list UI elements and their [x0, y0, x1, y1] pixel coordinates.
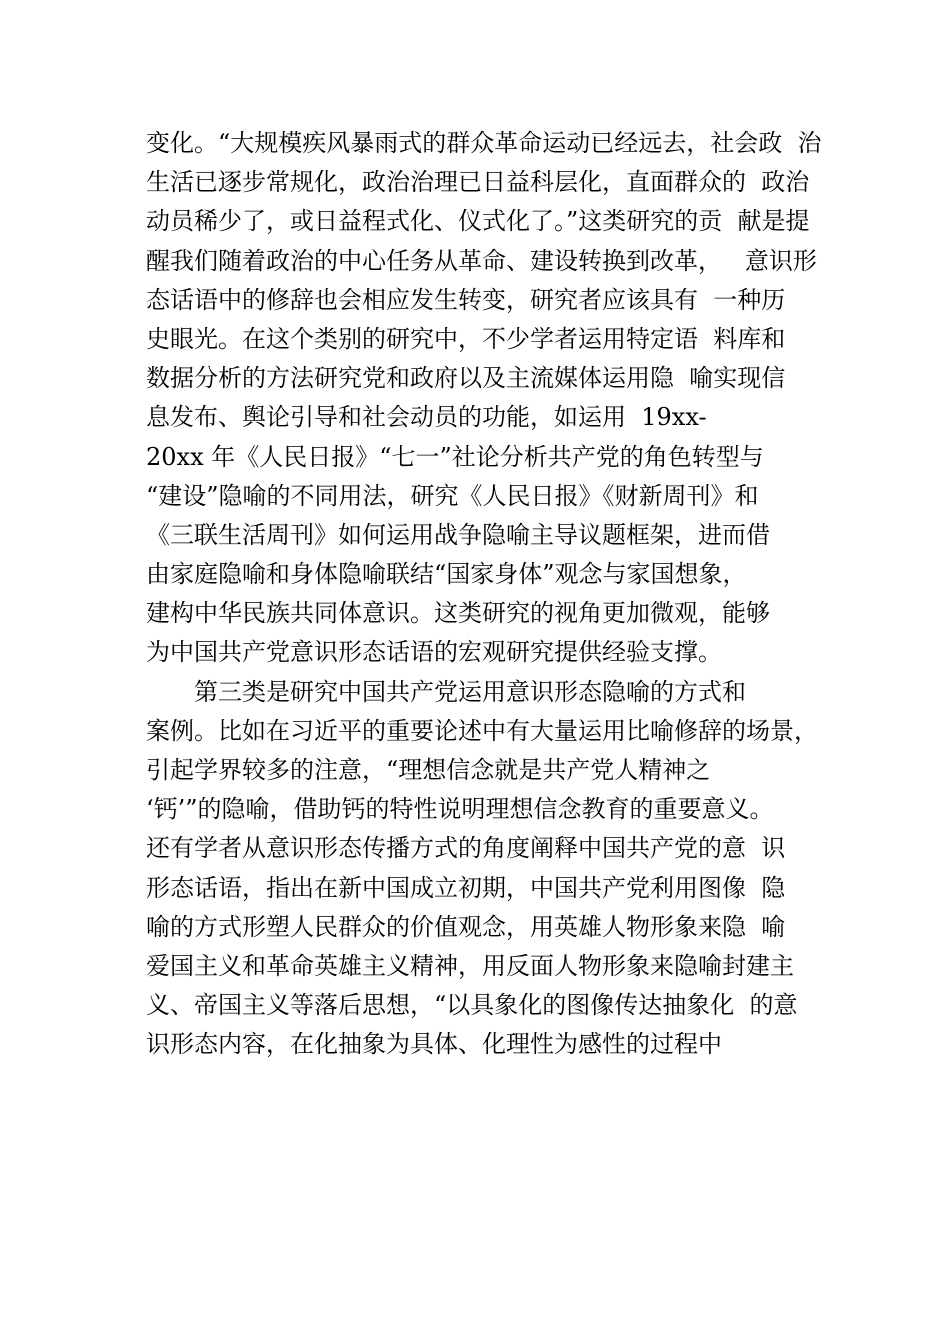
text-line: 引起学界较多的注意，“理想信念就是共产党人精神之 — [146, 756, 711, 784]
text-line: 数据分析的方法研究党和政府以及主流媒体运用隐 喻实现信 — [146, 364, 786, 393]
text-line: 息发布、舆论引导和社会动员的功能，如运用 19xx- — [146, 403, 707, 432]
text-line: 喻的方式形塑人民群众的价值观念，用英雄人物形象来隐 喻 — [146, 912, 786, 941]
text-line: “建设”隐喻的不同用法，研究《人民日报》《财新周刊》和 — [146, 481, 759, 510]
text-line: 建构中华民族共同体意识。这类研究的视角更加微观，能够 — [146, 599, 770, 628]
text-line: 识形态内容，在化抽象为具体、化理性为感性的过程中 — [146, 1030, 722, 1059]
text-line: 态话语中的修辞也会相应发生转变，研究者应该具有 一种历 — [146, 285, 786, 314]
text-line: 形态话语，指出在新中国成立初期，中国共产党利用图像 隐 — [146, 873, 786, 902]
text-line: 醒我们随着政治的中心任务从革命、建设转换到改革， 意识形 — [146, 246, 817, 275]
text-line: 史眼光。在这个类别的研究中，不少学者运用特定语 料库和 — [146, 324, 786, 353]
paragraph-start-line: 第三类是研究中国共产党运用意识形态隐喻的方式和 — [194, 677, 746, 706]
text-line: 由家庭隐喻和身体隐喻联结“国家身体”观念与家国想象， — [146, 560, 747, 589]
text-line: 为中国共产党意识形态话语的宏观研究提供经验支撑。 — [146, 638, 722, 667]
text-line: 动员稀少了，或日益程式化、仪式化了。”这类研究的贡 献是提 — [146, 207, 810, 236]
body-text — [146, 124, 846, 1065]
text-line: 义、帝国主义等落后思想，“以具象化的图像传达抽象化 的意 — [146, 991, 798, 1020]
text-line: 案例。比如在习近平的重要论述中有大量运用比喻修辞的场景， — [146, 716, 818, 745]
text-line: 《三联生活周刊》如何运用战争隐喻主导议题框架，进而借 — [146, 520, 770, 549]
text-line: 20xx 年《人民日报》“七一”社论分析共产党的角色转型与 — [146, 442, 764, 471]
text-line: ‘钙’”的隐喻，借助钙的特性说明理想信念教育的重要意义。 — [146, 795, 774, 824]
text-line: 还有学者从意识形态传播方式的角度阐释中国共产党的意 识 — [146, 834, 786, 863]
text-line: 生活已逐步常规化，政治治理已日益科层化，直面群众的 政治 — [146, 168, 810, 197]
text-line: 爱国主义和革命英雄主义精神，用反面人物形象来隐喻封建主 — [146, 951, 794, 980]
text-line: 变化。“大规模疾风暴雨式的群众革命运动已经远去，社会政 治 — [146, 129, 822, 157]
